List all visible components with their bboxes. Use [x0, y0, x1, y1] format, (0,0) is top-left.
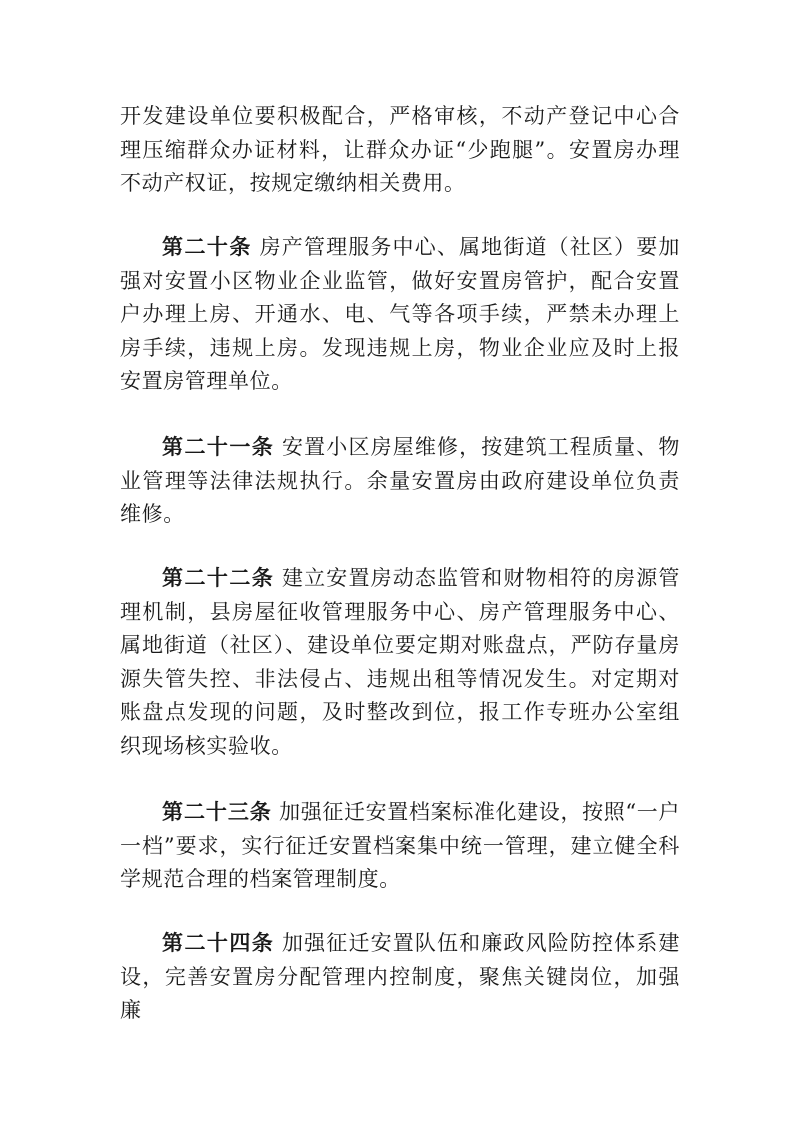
paragraph-article-24 — [120, 926, 680, 1028]
article-number: 第二十条 — [162, 234, 252, 259]
paragraph-article-23 — [120, 795, 680, 897]
article-number: 第二十四条 — [162, 930, 275, 955]
paragraph-text: 开发建设单位要积极配合，严格审核，不动产登记中心合理压缩群众办证材料，让群众办证“少跑腿”。安置房办理不动产权证，按规定缴纳相关费用。 — [120, 104, 680, 196]
paragraph-article-21 — [120, 430, 680, 532]
paragraph-text: 加强征迁安置队伍和廉政风险防控体系建设，完善安置房分配管理内控制度，聚焦关键岗位，加强廉 — [120, 931, 680, 1023]
article-number: 第二十二条 — [162, 565, 275, 590]
article-number: 第二十三条 — [162, 799, 272, 824]
paragraph-article-22 — [120, 561, 680, 764]
paragraph-article-20 — [120, 230, 680, 399]
paragraph-text: 房产管理服务中心、属地街道（社区）要加强对安置小区物业企业监管，做好安置房管护，配合安置户办理上房、开通水、电、气等各项手续，严禁未办理上房手续，违规上房。发现违规上房，物业企业应及时上报安置房管理单位。 — [120, 235, 680, 394]
paragraph-text: 安置小区房屋维修，按建筑工程质量、物业管理等法律法规执行。余量安置房由政府建设单位负责维修。 — [120, 435, 680, 527]
paragraph-text: 建立安置房动态监管和财物相符的房源管理机制，县房屋征收管理服务中心、房产管理服务中心、属地街道（社区）、建设单位要定期对账盘点，严防存量房源失管失控、非法侵占、违规出租等情况发生。对定期对账盘点发现的问题，及时整改到位，报工作专班办公室组织现场核实验收。 — [120, 566, 680, 758]
article-number: 第二十一条 — [162, 434, 275, 459]
paragraph-text: 加强征迁安置档案标准化建设，按照“一户一档”要求，实行征迁安置档案集中统一管理，建立健全科学规范合理的档案管理制度。 — [120, 800, 681, 892]
paragraph-continuation — [120, 100, 680, 201]
